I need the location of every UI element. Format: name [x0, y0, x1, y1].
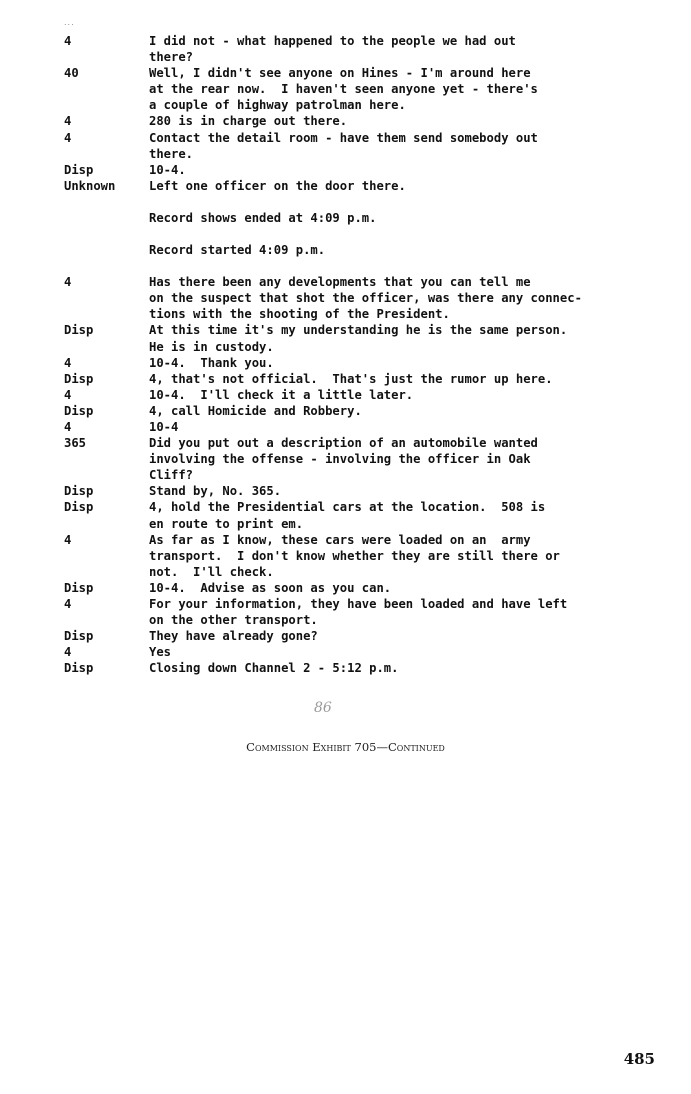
utterance-text: As far as I know, these cars were loaded on an army transport. I don't know whether they are still there or not. I'll check. [149, 532, 560, 579]
utterance-text: Stand by, No. 365. [149, 484, 282, 499]
utterance-text: Left one officer on the door there. [149, 178, 406, 193]
transcript-row [64, 274, 664, 322]
utterance-text: 10-4 [149, 419, 179, 434]
exhibit-caption: Commission Exhibit 705—Continued [246, 740, 445, 754]
handwritten-mark: 86 [314, 700, 332, 716]
transcript-row [64, 178, 664, 194]
speaker-label: Disp [64, 323, 94, 338]
transcript-row [64, 419, 664, 435]
utterance-text: 280 is in charge out there. [149, 114, 348, 129]
speaker-label: 4 [64, 645, 72, 660]
utterance-text: At this time it's my understanding he is the same person. He is in custody. [149, 323, 568, 354]
speaker-label: Disp [64, 500, 94, 515]
speaker-label: Disp [64, 484, 94, 499]
transcript-row [64, 65, 664, 113]
transcript-row [64, 596, 664, 628]
transcript-row [64, 130, 664, 162]
utterance-text: Has there been any developments that you can tell me on the suspect that shot the officer, was there any connec- tions with the shooting of the President. [149, 275, 582, 322]
speaker-label: Disp [64, 661, 94, 676]
utterance-text: Yes [149, 645, 172, 660]
transcript-row [64, 162, 664, 178]
speaker-label: Disp [64, 162, 94, 177]
utterance-text: Well, I didn't see anyone on Hines - I'm around here at the rear now. I haven't seen anyone yet - there's a couple of highway patrolman here. [149, 66, 538, 113]
utterance-text: 4, that's not official. That's just the rumor up here. [149, 371, 553, 386]
utterance-text: For your information, they have been loaded and have left on the other transport. [149, 597, 568, 628]
utterance-text: 10-4. I'll check it a little later. [149, 387, 414, 402]
transcript-row [64, 435, 664, 483]
speaker-label: 4 [64, 114, 72, 129]
transcript-row [64, 113, 664, 129]
record-ended-note [64, 210, 664, 226]
transcript-row [64, 660, 664, 676]
transcript-row [64, 499, 664, 531]
record-started-text: Record started 4:09 p.m. [149, 243, 326, 258]
utterance-text: 10-4. [149, 162, 186, 177]
speaker-label: 4 [64, 419, 72, 434]
utterance-text: 10-4. Thank you. [149, 355, 274, 370]
transcript-row [64, 580, 664, 596]
utterance-text: Closing down Channel 2 - 5:12 p.m. [149, 661, 399, 676]
transcript-block-1 [64, 33, 664, 194]
transcript-row [64, 403, 664, 419]
utterance-text: 4, hold the Presidential cars at the location. 508 is en route to print em. [149, 500, 546, 531]
transcript-row [64, 387, 664, 403]
speaker-label: Disp [64, 580, 94, 595]
speaker-label: Disp [64, 371, 94, 386]
speaker-label: 4 [64, 275, 72, 290]
speaker-label: 365 [64, 436, 87, 451]
page-number: 485 [623, 1050, 655, 1068]
transcript-row [64, 355, 664, 371]
speaker-label: 4 [64, 532, 72, 547]
transcript-row [64, 322, 664, 354]
stray-mark: ... [64, 18, 75, 27]
transcript-row [64, 33, 664, 65]
utterance-text: 10-4. Advise as soon as you can. [149, 580, 392, 595]
speaker-label: 4 [64, 130, 72, 145]
speaker-label: 4 [64, 387, 72, 402]
speaker-label: Disp [64, 403, 94, 418]
speaker-label: 40 [64, 66, 79, 81]
utterance-text: 4, call Homicide and Robbery. [149, 403, 362, 418]
record-ended-text: Record shows ended at 4:09 p.m. [149, 210, 377, 225]
utterance-text: Contact the detail room - have them send somebody out there. [149, 130, 538, 161]
transcript-row [64, 644, 664, 660]
speaker-label: 4 [64, 597, 72, 611]
utterance-text: Did you put out a description of an automobile wanted involving the offense - involving the officer in Oak Cliff? [149, 436, 538, 483]
speaker-label: 4 [64, 355, 72, 370]
transcript-row [64, 483, 664, 499]
transcript-row [64, 371, 664, 387]
speaker-label: 4 [64, 34, 72, 48]
transcript [64, 33, 664, 676]
speaker-label: Disp [64, 629, 94, 644]
transcript-row [64, 628, 664, 644]
utterance-text: They have already gone? [149, 629, 318, 644]
utterance-text: I did not - what happened to the people we had out there? [149, 34, 516, 65]
transcript-block-2 [64, 274, 664, 676]
transcript-row [64, 532, 664, 580]
record-started-note [64, 242, 664, 258]
speaker-label: Unknown [64, 178, 116, 193]
